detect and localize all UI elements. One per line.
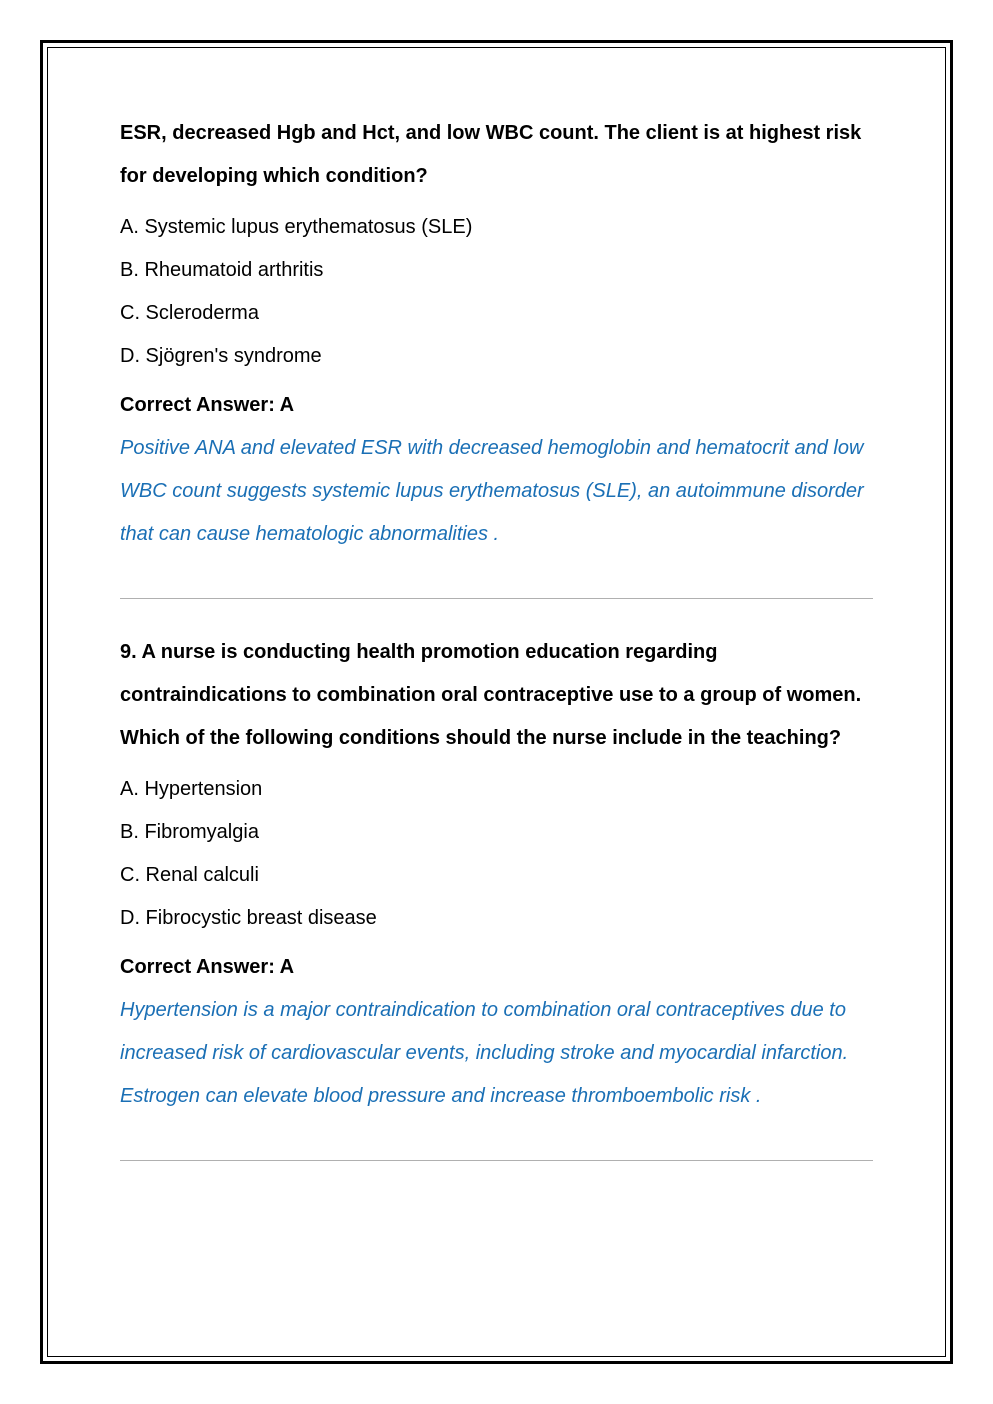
rationale-text: Hypertension is a major contraindication to combination oral contraceptives due to increased risk of cardiovascular events, including stroke and myocardial infarction. Estrogen can elevate blood pressure and increase thromboembolic risk . <box>120 999 849 1107</box>
answer-options <box>120 768 873 940</box>
correct-answer: Correct Answer: A <box>120 956 295 978</box>
question-text: ESR, decreased Hgb and Hct, and low WBC count. The client is at highest risk for developing which condition? <box>120 122 862 187</box>
section-divider <box>120 1160 873 1161</box>
rationale-text: Positive ANA and elevated ESR with decreased hemoglobin and hematocrit and low WBC count suggests systemic lupus erythematosus (SLE), an autoimmune disorder that can cause hematologic abnormalities . <box>120 437 864 545</box>
option-a: A. Hypertension <box>120 778 263 800</box>
correct-answer: Correct Answer: A <box>120 394 295 416</box>
option-d: D. Fibrocystic breast disease <box>120 907 377 929</box>
section-divider <box>120 598 873 599</box>
document-content <box>120 112 873 1193</box>
option-c: C. Scleroderma <box>120 302 259 324</box>
question-block-2 <box>120 631 873 1118</box>
answer-options <box>120 206 873 378</box>
option-a: A. Systemic lupus erythematosus (SLE) <box>120 216 473 238</box>
option-b: B. Rheumatoid arthritis <box>120 259 324 281</box>
option-b: B. Fibromyalgia <box>120 821 259 843</box>
option-c: C. Renal calculi <box>120 864 259 886</box>
option-d: D. Sjögren's syndrome <box>120 345 322 367</box>
question-text: 9. A nurse is conducting health promotion education regarding contraindications to combination oral contraceptive use to a group of women. Which of the following conditions should the nurse include in the teaching? <box>120 641 862 749</box>
question-block-1 <box>120 112 873 556</box>
